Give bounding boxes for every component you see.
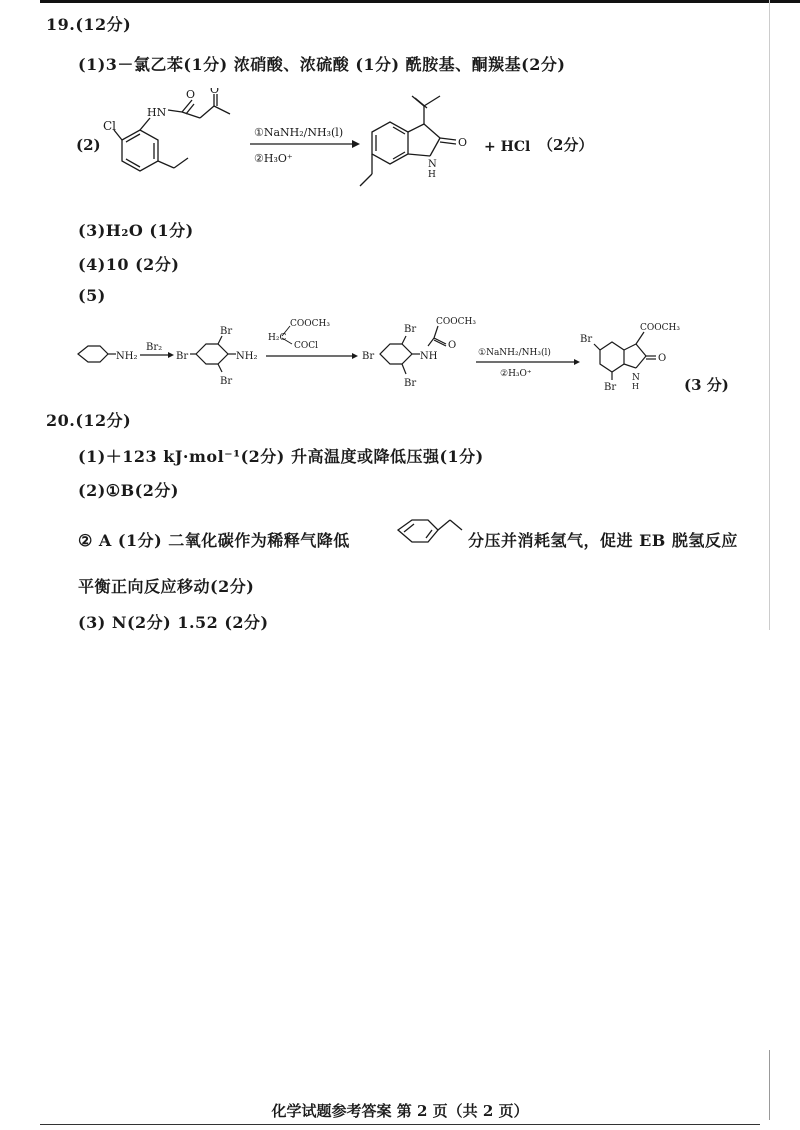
atom-n: N [428,159,437,170]
br-bottom-2: Br [404,378,417,389]
bottom-rule [40,1124,760,1125]
reagent-cocl: COCl [294,341,319,351]
q20-part3: (3) N(2分) 1.52 (2分) [78,613,269,632]
synthesis-route [0,310,800,400]
q20-header: 20.(12分) [46,411,132,430]
q19-header: 19.(12分) [46,15,132,34]
br-top-2: Br [404,324,417,335]
q20-part2b-left: ② A (1分) 二氧化碳作为稀释气降低 [78,531,350,550]
nh2-2: NH₂ [236,351,258,362]
atom-hn: HN [147,106,167,119]
q20-part1: (1)＋123 kJ·mol⁻¹(2分) 升高温度或降低压强(1分) [78,447,484,466]
reagent-h2c: H₂C [268,333,287,343]
page-footer: 化学试题参考答案 第 2 页（共 2 页） [271,1102,529,1120]
br-left-1: Br [176,351,189,362]
cond-1: ①NaNH₂/NH₃(l) [478,348,551,358]
arrow-head [352,140,360,148]
br-final-2: Br [604,382,617,393]
q19-part2-label: (2) [76,136,101,154]
arrow-head-2 [352,353,358,359]
br-left-2: Br [362,351,375,362]
q19-part5-label: (5) [78,286,106,305]
q19-part5-scheme [0,310,800,400]
q19-part5-score: (3 分) [684,376,729,394]
atom-o2: O [210,88,220,96]
ethylbenzene-structure [388,508,468,566]
reagent-cooch3: COOCH₃ [290,319,330,329]
amide-nh: NH [420,351,438,362]
final-h: H [632,382,639,391]
arrow-head-3 [574,359,580,365]
arrow-head-1 [168,352,174,358]
q19-part3: (3)H₂O (1分) [78,221,194,240]
final-o: O [658,353,667,364]
br-bottom-1: Br [220,376,233,387]
q19-part1: (1)3－氯乙苯(1分) 浓硝酸、浓硫酸 (1分) 酰胺基、酮羰基(2分) [78,55,566,74]
atom-o3: O [458,136,468,149]
q19-part2-scheme [0,88,800,208]
amide-o: O [448,340,457,351]
aniline-ring [78,346,116,362]
atom-h: H [428,170,436,180]
br-top-1: Br [220,326,233,337]
reaction-scheme-2 [0,88,800,208]
product-ring [360,96,456,186]
aniline-nh2: NH₂ [116,351,138,362]
reactant-ring [114,94,230,171]
q20-part2: (2)①B(2分) [78,481,179,500]
top-rule [40,0,800,3]
cond-2: ②H₃O⁺ [500,369,532,379]
reagent-br2: Br₂ [146,342,163,353]
reagent-1: ①NaNH₂/NH₃(l) [254,126,344,139]
q19-part4: (4)10 (2分) [78,255,180,274]
q19-part2-score: （2分） [538,136,594,154]
final-ring [594,332,656,380]
final-n: N [632,373,640,383]
byproduct: + HCl [484,139,531,155]
br-final-1: Br [580,334,593,345]
tribromoaniline-ring [190,336,236,372]
q20-part2c: 平衡正向反应移动(2分) [78,577,255,596]
reagent-2: ②H₃O⁺ [254,152,293,165]
atom-cl: Cl [103,119,117,133]
q20-part2b-right: 分压并消耗氢气，促进 EB 脱氢反应 [468,531,738,550]
atom-o1: O [186,88,196,101]
final-cooch3: COOCH₃ [640,323,680,333]
amide-cooch3: COOCH₃ [436,317,476,327]
